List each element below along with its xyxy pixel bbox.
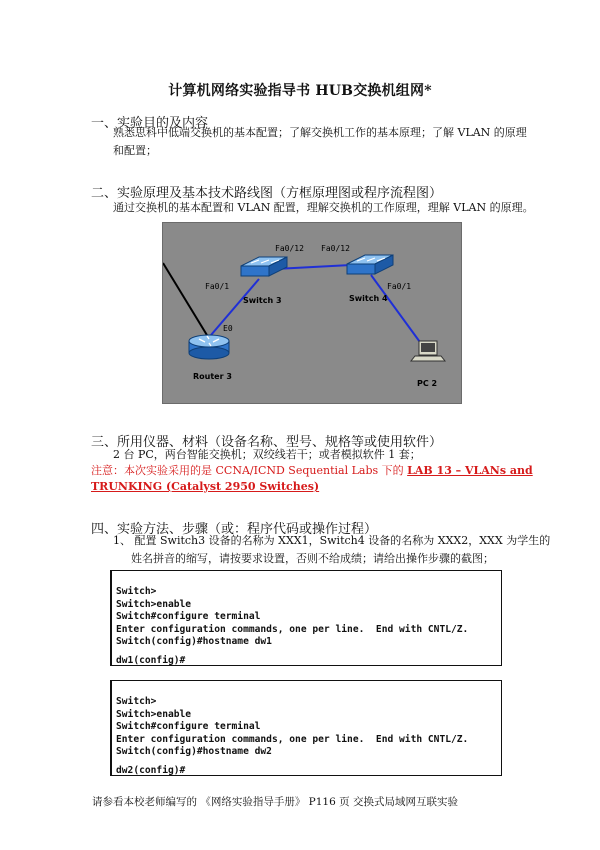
section-1-line-1: 熟悉思科中低端交换机的基本配置；了解交换机工作的基本原理；了解 VLAN 的原理 [113, 126, 527, 139]
section-2-heading: 二、实验原理及基本技术路线图（方框原理图或程序流程图） [91, 186, 443, 201]
topology-svg [163, 223, 461, 403]
network-diagram [162, 222, 462, 404]
terminal-line: Switch(config)#hostname dw2 [116, 746, 272, 758]
lab-link-part-1[interactable]: LAB 13 – VLANs and [407, 464, 533, 477]
router-uplink [163, 263, 213, 345]
page-title: 计算机网络实验指导书 HUB交换机组网* [168, 83, 432, 99]
terminal-screenshot-2 [110, 680, 502, 776]
terminal-line: dw1(config)# [116, 655, 186, 667]
terminal-line: Switch#configure terminal [116, 611, 261, 623]
pc2-label: PC 2 [417, 379, 438, 388]
step-1-line-1: 1、 配置 Switch3 设备的名称为 XXX1，Switch4 设备的名称为 XXX2，XXX 为学生的 [113, 534, 551, 547]
port-label-fa012-left: Fa0/12 [275, 244, 304, 253]
section-3-heading: 三、所用仪器、材料（设备名称、型号、规格等或使用软件） [91, 435, 443, 450]
step-1-line-2: 姓名拼音的缩写，请按要求设置，否则不给成绩；请给出操作步骤的截图； [131, 552, 494, 565]
pc-icon [411, 341, 445, 361]
terminal-line: Switch(config)#hostname dw1 [116, 636, 272, 648]
port-label-fa01-left: Fa0/1 [205, 282, 230, 291]
router-icon [189, 335, 229, 359]
section-3-body: 2 台 PC，两台智能交换机；双绞线若干；或者模拟软件 1 套； [113, 448, 421, 461]
section-1-line-2: 和配置； [113, 144, 157, 157]
port-label-fa012-right: Fa0/12 [321, 244, 350, 253]
port-label-fa01-right: Fa0/1 [387, 282, 412, 291]
section-2-body: 通过交换机的基本配置和 VLAN 配置，理解交换机的工作原理，理解 VLAN 的原理。 [113, 201, 534, 214]
terminal-line: Enter configuration commands, one per line. End with CNTL/Z. [116, 623, 469, 635]
switch3-label: Switch 3 [243, 296, 282, 305]
port-label-e0: E0 [223, 324, 233, 333]
section-3-note-cont [91, 478, 319, 496]
section-4-heading: 四、实验方法、步骤（或：程序代码或操作过程） [91, 522, 378, 537]
lab-link-part-2[interactable]: TRUNKING (Catalyst 2950 Switches) [91, 480, 320, 493]
terminal-line: Switch#configure terminal [116, 721, 261, 733]
footer-reference: 请参看本校老师编写的 《网络实验指导手册》 P116 页 交换式局域网互联实验 [92, 796, 458, 808]
terminal-line: dw2(config)# [116, 765, 186, 777]
terminal-line: Switch>enable [116, 598, 192, 610]
switch4-label: Switch 4 [349, 294, 388, 303]
section-1-heading: 一、实验目的及内容 [91, 116, 209, 131]
terminal-line: Switch>enable [116, 708, 192, 720]
terminal-line: Switch> [116, 696, 157, 708]
switch-icon [241, 257, 287, 276]
router3-label: Router 3 [193, 372, 232, 381]
note-prefix: 注意：本次实验采用的是 CCNA/ICND Sequential Labs 下的 [91, 464, 408, 477]
terminal-line: Switch> [116, 586, 157, 598]
terminal-screenshot-1 [110, 570, 502, 666]
terminal-line: Enter configuration commands, one per line. End with CNTL/Z. [116, 733, 469, 745]
switch-icon [347, 255, 393, 274]
